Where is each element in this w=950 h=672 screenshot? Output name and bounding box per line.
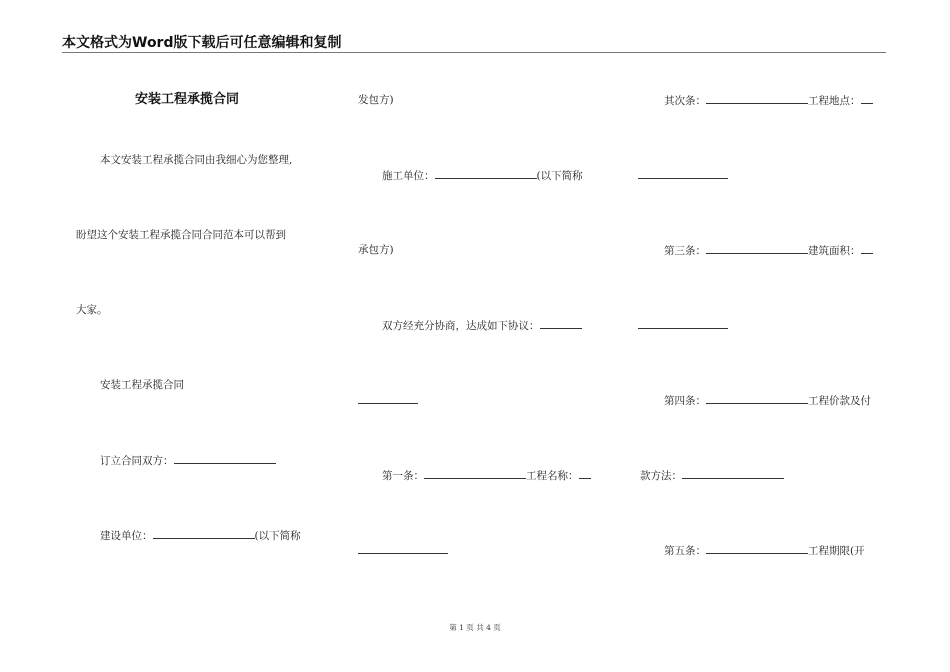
- article-2-label: 其次条：: [664, 95, 706, 107]
- blank-field: [424, 468, 526, 479]
- blank-field: [706, 93, 808, 104]
- floor-area-label: 建筑面积：: [808, 245, 861, 257]
- builder-abbrev: (以下简称: [254, 530, 301, 542]
- blank-field: [638, 318, 728, 329]
- blank-field: [861, 243, 873, 254]
- blank-field: [435, 168, 537, 179]
- blank-field: [540, 318, 582, 329]
- parties-label: 订立合同双方：: [100, 455, 174, 467]
- payment-label: 款方法：: [640, 470, 682, 482]
- blank-field: [579, 468, 591, 479]
- parties-line: [100, 453, 276, 468]
- contract-title: 安装工程承揽合同: [135, 92, 240, 107]
- article-3-label: 第三条：: [664, 245, 706, 257]
- blank-field: [682, 468, 784, 479]
- blank-field: [706, 243, 808, 254]
- intro-line-1: 本文安装工程承揽合同由我细心为您整理,: [100, 154, 293, 166]
- article-5-label: 第五条：: [664, 545, 706, 557]
- agreement-line: [382, 318, 582, 333]
- article-4-line: [664, 393, 871, 408]
- builder-line: [100, 528, 301, 543]
- blank-line: [358, 543, 448, 558]
- article-2-line: [664, 93, 873, 108]
- contractor-label: 施工单位：: [382, 170, 435, 182]
- article-3-line: [664, 243, 873, 258]
- blank-field: [706, 543, 808, 554]
- blank-field: [706, 393, 808, 404]
- article-5-line: [664, 543, 865, 558]
- payment-line: [640, 468, 784, 483]
- contractor-abbrev: (以下简称: [536, 170, 583, 182]
- project-name-label: 工程名称：: [526, 470, 579, 482]
- contractor-suffix: 承包方): [358, 244, 394, 256]
- intro-line-2: 盼望这个安装工程承揽合同合同范本可以帮到: [76, 229, 286, 241]
- blank-field: [358, 543, 448, 554]
- article-4-label: 第四条：: [664, 395, 706, 407]
- blank-line: [638, 168, 728, 183]
- builder-label: 建设单位：: [100, 530, 153, 542]
- blank-field: [174, 453, 276, 464]
- employer-suffix: 发包方): [358, 94, 394, 106]
- contractor-line: [382, 168, 583, 183]
- article-1-label: 第一条：: [382, 470, 424, 482]
- intro-line-3: 大家。: [76, 304, 108, 316]
- page-footer: 第 1 页 共 4 页: [449, 623, 501, 632]
- agreement-text: 双方经充分协商，达成如下协议：: [382, 320, 540, 332]
- duration-label: 工程期限(开: [808, 545, 865, 557]
- project-site-label: 工程地点：: [808, 95, 861, 107]
- article-1-line: [382, 468, 591, 483]
- header-divider: [62, 52, 886, 53]
- blank-field: [861, 93, 873, 104]
- blank-field: [358, 393, 418, 404]
- section-heading: 安装工程承揽合同: [100, 379, 184, 391]
- document-header-title: 本文格式为Word版下载后可任意编辑和复制: [62, 35, 342, 51]
- blank-line: [358, 393, 418, 408]
- blank-line: [638, 318, 728, 333]
- price-label: 工程价款及付: [808, 395, 871, 407]
- blank-field: [638, 168, 728, 179]
- blank-field: [153, 528, 255, 539]
